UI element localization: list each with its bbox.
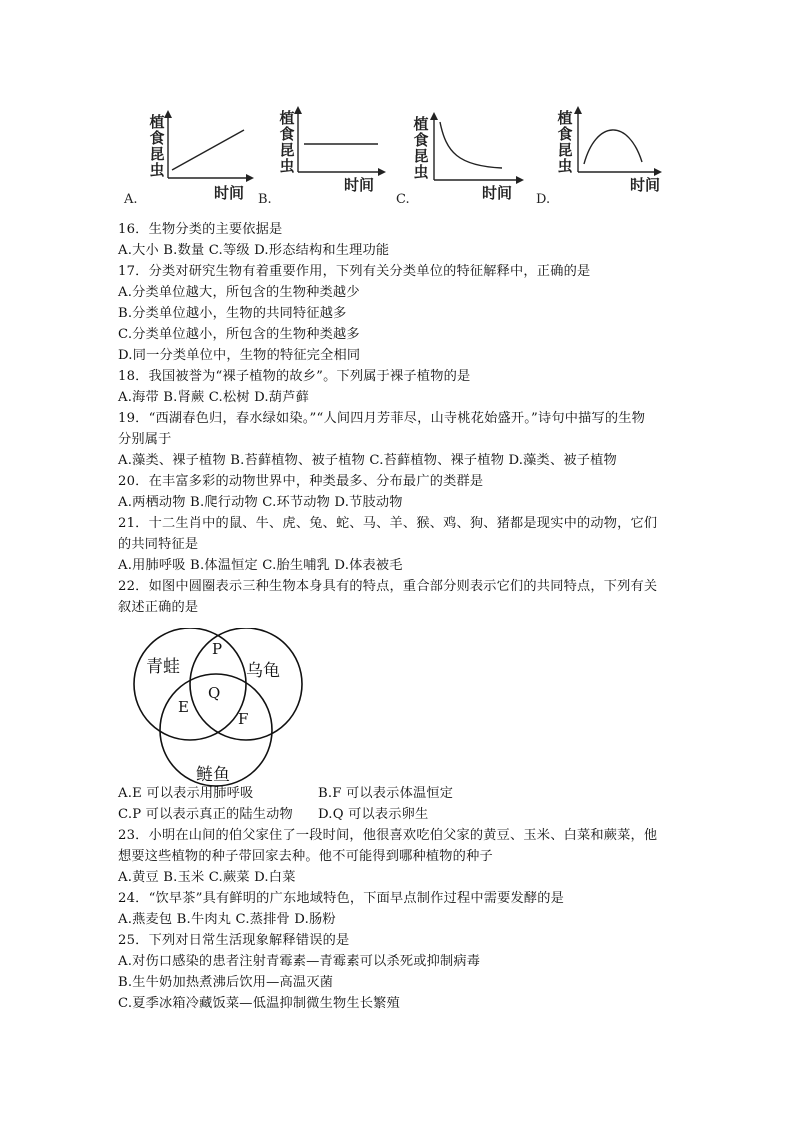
q22-stem-line2: 叙述正确的是 [118, 600, 199, 615]
venn-label-frog: 青蛙 [146, 657, 180, 677]
q19-stem-line1: 19．“西湖春色归，春水绿如染。”“人间四月芳菲尽，山寺桃花始盛开。”诗句中描写的生物 [118, 411, 646, 426]
q16-stem: 16．生物分类的主要依据是 [118, 222, 283, 237]
q17-option-b: B.分类单位越小，生物的共同特征越多 [118, 306, 347, 321]
venn-letter-p: P [212, 640, 223, 658]
x-axis-label: 时间 [482, 184, 513, 202]
line-graph-decreasing [394, 108, 554, 208]
q25-option-c: C.夏季冰箱冷藏饭菜—低温抑制微生物生长繁殖 [118, 996, 400, 1011]
q20-options: A.两栖动物 B.爬行动物 C.环节动物 D.节肢动物 [118, 495, 403, 510]
venn-diagram [128, 628, 308, 798]
q21-options: A.用肺呼吸 B.体温恒定 C.胎生哺乳 D.体表被毛 [118, 558, 403, 573]
x-axis-label: 时间 [214, 184, 245, 202]
y-axis-label: 植食昆虫 [557, 109, 573, 175]
q23-stem-line2: 想要这些植物的种子带回家去种。他不可能得到哪种植物的种子 [118, 849, 493, 864]
q23-options: A.黄豆 B.玉米 C.蕨菜 D.白菜 [118, 870, 296, 885]
option-letter-c: C. [396, 192, 410, 207]
option-letter-b: B. [258, 192, 272, 207]
venn-letter-e: E [178, 698, 189, 716]
q21-stem-line1: 21．十二生肖中的鼠、牛、虎、兔、蛇、马、羊、猴、鸡、狗、猪都是现实中的动物，它们 [118, 516, 658, 531]
q22-option-b: B.F 可以表示体温恒定 [318, 786, 454, 801]
venn-label-fish: 鲢鱼 [196, 765, 230, 785]
x-axis-label: 时间 [630, 176, 661, 194]
q22-options-row1 [118, 784, 454, 804]
q17-option-a: A.分类单位越大，所包含的生物种类越少 [118, 285, 360, 300]
q19-options: A.藻类、裸子植物 B.苔藓植物、被子植物 C.苔藓植物、裸子植物 D.藻类、被子植物 [118, 453, 617, 468]
q25-option-b: B.生牛奶加热煮沸后饮用—高温灭菌 [118, 975, 334, 990]
q19-stem-line2: 分别属于 [118, 432, 172, 447]
q22-options-row2 [118, 805, 429, 825]
q18-stem: 18．我国被誉为“裸子植物的故乡”。下列属于裸子植物的是 [118, 369, 471, 384]
graph-option-b [256, 108, 416, 208]
q24-options: A.燕麦包 B.牛肉丸 C.蒸排骨 D.肠粉 [118, 912, 336, 927]
y-axis-label: 植食昆虫 [149, 113, 165, 179]
q22-option-a: A.E 可以表示用肺呼吸 [118, 786, 254, 801]
q25-stem: 25．下列对日常生活现象解释错误的是 [118, 933, 350, 948]
q24-stem: 24．“饮早茶”具有鲜明的广东地域特色，下面早点制作过程中需要发酵的是 [118, 891, 565, 906]
graph-option-d [534, 108, 694, 208]
x-axis-label: 时间 [344, 176, 375, 194]
venn-label-turtle: 乌龟 [246, 661, 280, 681]
q23-stem-line1: 23．小明在山间的伯父家住了一段时间，他很喜欢吃伯父家的黄豆、玉米、白菜和蕨菜，他 [118, 828, 658, 843]
q22-option-d: D.Q 可以表示卵生 [318, 807, 429, 822]
q17-option-c: C.分类单位越小，所包含的生物种类越多 [118, 327, 360, 342]
option-letter-d: D. [536, 192, 551, 207]
y-axis-label: 植食昆虫 [413, 115, 429, 181]
graph-option-c [394, 108, 554, 208]
q21-stem-line2: 的共同特征是 [118, 537, 199, 552]
line-graph-constant [256, 108, 416, 208]
q16-options: A.大小 B.数量 C.等级 D.形态结构和生理功能 [118, 243, 390, 258]
q25-option-a: A.对伤口感染的患者注射青霉素—青霉素可以杀死或抑制病毒 [118, 954, 481, 969]
venn-letter-f: F [238, 710, 249, 728]
q17-option-d: D.同一分类单位中，生物的特征完全相同 [118, 348, 361, 363]
q22-stem-line1: 22．如图中圆圈表示三种生物本身具有的特点，重合部分则表示它们的共同特点，下列有关 [118, 579, 658, 594]
option-letter-a: A. [124, 192, 138, 207]
q22-option-c: C.P 可以表示真正的陆生动物 [118, 807, 293, 822]
line-graph-rise-and-fall [534, 108, 694, 208]
q18-options: A.海带 B.肾蕨 C.松树 D.葫芦藓 [118, 390, 309, 405]
q17-stem: 17．分类对研究生物有着重要作用，下列有关分类单位的特征解释中，正确的是 [118, 264, 591, 279]
y-axis-label: 植食昆虫 [279, 109, 295, 175]
q20-stem: 20．在丰富多彩的动物世界中，种类最多、分布最广的类群是 [118, 474, 484, 489]
venn-letter-q: Q [208, 684, 221, 702]
